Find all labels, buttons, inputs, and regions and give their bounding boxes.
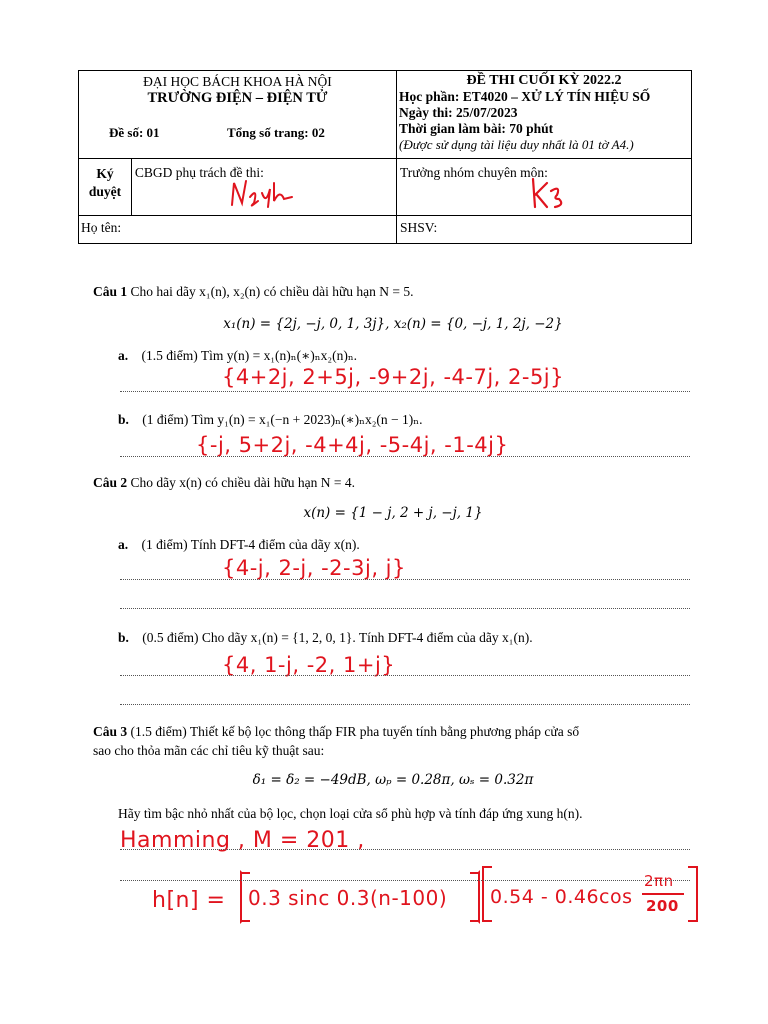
question-3-answer-frac-den: 200 [646, 897, 679, 915]
question-1b [118, 412, 423, 428]
question-3-answer-impulse-label: h[n] = [152, 888, 226, 913]
answer-line [120, 608, 690, 609]
question-3-answer-line1: Hamming , M = 201 , [120, 828, 365, 853]
exam-note: (Được sử dụng tài liệu duy nhất là 01 tờ A4.) [398, 137, 634, 152]
answer-line [120, 456, 690, 457]
question-3-text-line1: (1.5 điểm) Thiết kế bộ lọc thông thấp FIR pha tuyến tính bằng phương pháp cửa sổ [130, 724, 580, 739]
question-2-text: Cho dãy x(n) có chiều dài hữu hạn N = 4. [130, 475, 356, 490]
question-2a-text: (1 điểm) Tính DFT-4 điểm của dãy x(n). [141, 537, 360, 552]
question-1-formula: x₁(n) = {2j, −j, 0, 1, 3j}, x₂(n) = {0, −j, 1, 2j, −2} [223, 316, 563, 332]
question-1a-text: (1.5 điểm) Tìm y(n) = x₁(n)ₙ(∗)ₙx₂(n)ₙ. [141, 348, 358, 363]
approval-cell [79, 159, 132, 216]
question-2a-label: a. [118, 537, 129, 552]
question-1b-label: b. [118, 412, 129, 427]
question-2-formula: x(n) = {1 − j, 2 + j, −j, 1} [303, 505, 483, 521]
student-id-label: SHSV: [399, 220, 438, 235]
exam-info-cell [396, 71, 691, 159]
question-2b-label: b. [118, 630, 129, 645]
question-3-text-line2: sao cho thỏa mãn các chỉ tiêu kỹ thuật sau: [93, 743, 325, 758]
question-3 [93, 724, 697, 740]
question-1-label: Câu 1 [93, 284, 128, 299]
answer-line [120, 704, 690, 705]
group-leader-signature-image [527, 173, 587, 213]
lecturer-label: CBGD phụ trách đề thi: [134, 165, 264, 180]
approval-label: Ký duyệt [88, 166, 122, 199]
question-1b-answer: {-j, 5+2j, -4+4j, -5-4j, -1-4j} [196, 433, 509, 457]
question-2b [118, 630, 533, 646]
student-id-cell[interactable] [396, 216, 691, 244]
answer-line [120, 675, 690, 676]
name-label: Họ tên: [81, 220, 122, 235]
exam-duration: Thời gian làm bài: 70 phút [398, 121, 554, 136]
group-leader-label: Trưởng nhóm chuyên môn: [399, 165, 548, 180]
question-3-answer-sinc: 0.3 sinc 0.3(n-100) [248, 886, 448, 910]
question-2a [118, 537, 360, 553]
lecturer-cell [131, 159, 396, 216]
question-1a [118, 348, 357, 364]
school-name: TRƯỜNG ĐIỆN – ĐIỆN TỬ [147, 90, 328, 106]
group-leader-cell [396, 159, 691, 216]
question-2b-text: (0.5 điểm) Cho dãy x₁(n) = {1, 2, 0, 1}. Tính DFT-4 điểm của dãy x₁(n). [142, 630, 533, 645]
question-1b-text: (1 điểm) Tìm y₁(n) = x₁(−n + 2023)ₙ(∗)ₙx₂(n − 1)ₙ. [142, 412, 423, 427]
answer-line [120, 391, 690, 392]
question-2a-answer: {4-j, 2-j, -2-3j, j} [222, 556, 406, 580]
exam-header-table [78, 70, 692, 244]
lecturer-signature-image [228, 175, 300, 211]
question-2-label: Câu 2 [93, 475, 128, 490]
question-3-answer-frac-num: 2πn [644, 872, 674, 890]
exam-date: Ngày thi: 25/07/2023 [398, 105, 518, 120]
question-1 [93, 284, 414, 300]
school-info-cell [79, 71, 397, 159]
question-3-label: Câu 3 [93, 724, 128, 739]
answer-line [120, 579, 690, 580]
question-2b-answer: {4, 1-j, -2, 1+j} [222, 653, 396, 677]
total-pages: Tổng số trang: 02 [227, 125, 325, 140]
answer-line [120, 880, 690, 881]
university-name: ĐẠI HỌC BÁCH KHOA HÀ NỘI [143, 74, 332, 89]
answer-line [120, 849, 690, 850]
question-1-text: Cho hai dãy x₁(n), x₂(n) có chiều dài hữu hạn N = 5. [130, 284, 414, 299]
question-2 [93, 475, 355, 491]
question-3-formula: δ₁ = δ₂ = −49dB, ωₚ = 0.28π, ωₛ = 0.32π [252, 772, 534, 788]
course-name: Học phần: ET4020 – XỬ LÝ TÍN HIỆU SỐ [398, 89, 651, 104]
name-cell[interactable] [79, 216, 397, 244]
fraction-bar [642, 893, 684, 895]
question-3-text-line3: Hãy tìm bậc nhỏ nhất của bộ lọc, chọn loại cửa sổ phù hợp và tính đáp ứng xung h(n). [118, 806, 583, 821]
question-1a-answer: {4+2j, 2+5j, -9+2j, -4-7j, 2-5j} [222, 365, 565, 389]
exam-number: Đề số: 01 [109, 125, 160, 140]
question-1a-label: a. [118, 348, 129, 363]
exam-title: ĐỀ THI CUỐI KỲ 2022.2 [466, 73, 622, 88]
question-3-answer-window: 0.54 - 0.46cos [490, 886, 633, 908]
